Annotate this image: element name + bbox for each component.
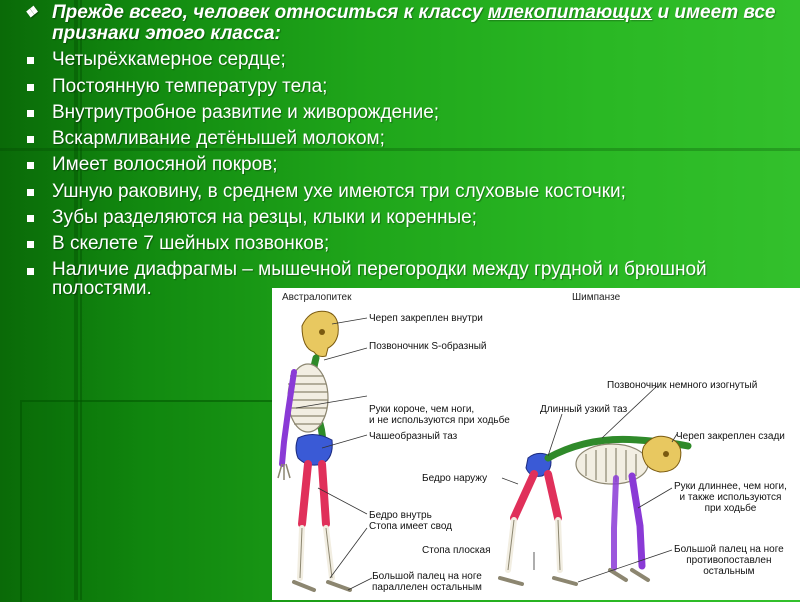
square-bullet-icon [27, 136, 34, 143]
list-item [18, 181, 788, 202]
skeleton-comparison-figure [272, 288, 800, 600]
list-item-text: Внутриутробное развитие и живорождение; [52, 101, 440, 123]
square-bullet-icon [27, 268, 34, 275]
mammals-link[interactable]: млекопитающих [487, 2, 653, 23]
label-skull-inside: Череп закреплен внутри [369, 313, 483, 324]
chimpanzee-title: Шимпанзе [572, 292, 621, 303]
list-item-text: Зубы разделяются на резцы, клыки и коренные; [52, 207, 477, 229]
list-item [18, 154, 788, 175]
list-item [18, 207, 788, 228]
square-bullet-icon [27, 189, 34, 196]
bg-corner-block [20, 400, 272, 602]
list-item [18, 76, 788, 97]
lead-item [18, 2, 788, 44]
label-spine-s: Позвоночник S-образный [369, 341, 487, 352]
list-item [18, 128, 788, 149]
australopithecus-title: Австралопитек [282, 292, 352, 303]
square-bullet-icon [27, 110, 34, 117]
bullet-list [18, 2, 788, 303]
label-arms-long: Руки длиннее, чем ноги, и также используются при ходьбе [674, 481, 787, 514]
label-femur-in: Бедро внутрь [369, 510, 432, 521]
label-arms-short: Руки короче, чем ноги, и не используются при ходьбе [369, 404, 510, 426]
label-spine-bent: Позвоночник немного изогнутый [607, 380, 758, 391]
lead-text-after: и имеет все признаки этого класса: [52, 2, 776, 44]
lead-text-before: Прежде всего, человек относиться к классу [52, 2, 488, 23]
list-item-text: Четырёхкамерное сердце; [52, 49, 286, 71]
list-item-text: Ушную раковину, в среднем ухе имеются три слуховые косточки; [52, 180, 626, 202]
square-bullet-icon [27, 57, 34, 64]
label-pelvis-long: Длинный узкий таз [540, 404, 628, 415]
label-toe-parallel: Большой палец на ноге параллелен остальным [372, 571, 482, 593]
square-bullet-icon [27, 241, 34, 248]
diamond-bullet-icon: ❖ [24, 4, 38, 21]
list-item-text: Постоянную температуру тела; [52, 75, 328, 97]
label-foot-arch: Стопа имеет свод [369, 521, 452, 532]
square-bullet-icon [27, 162, 34, 169]
square-bullet-icon [27, 84, 34, 91]
label-femur-out: Бедро наружу [422, 473, 488, 484]
list-item-text: Наличие диафрагмы – мышечной перегородки между грудной и брюшной полостями. [52, 258, 707, 299]
list-item-text: Имеет волосяной покров; [52, 154, 278, 176]
list-item [18, 233, 788, 254]
australopithecus-skeleton [278, 311, 350, 590]
label-skull-back: Череп закреплен сзади [676, 431, 785, 442]
label-toe-opposed: Большой палец на ноге противопоставлен остальным [674, 544, 784, 577]
chimpanzee-skeleton [500, 436, 688, 584]
list-item [18, 49, 788, 70]
list-item-text: Вскармливание детёнышей молоком; [52, 128, 385, 150]
label-foot-flat: Стопа плоская [422, 545, 491, 556]
label-pelvis-bowl: Чашеобразный таз [369, 431, 458, 442]
list-item-text: В скелете 7 шейных позвонков; [52, 233, 330, 255]
list-item [18, 102, 788, 123]
square-bullet-icon [27, 215, 34, 222]
